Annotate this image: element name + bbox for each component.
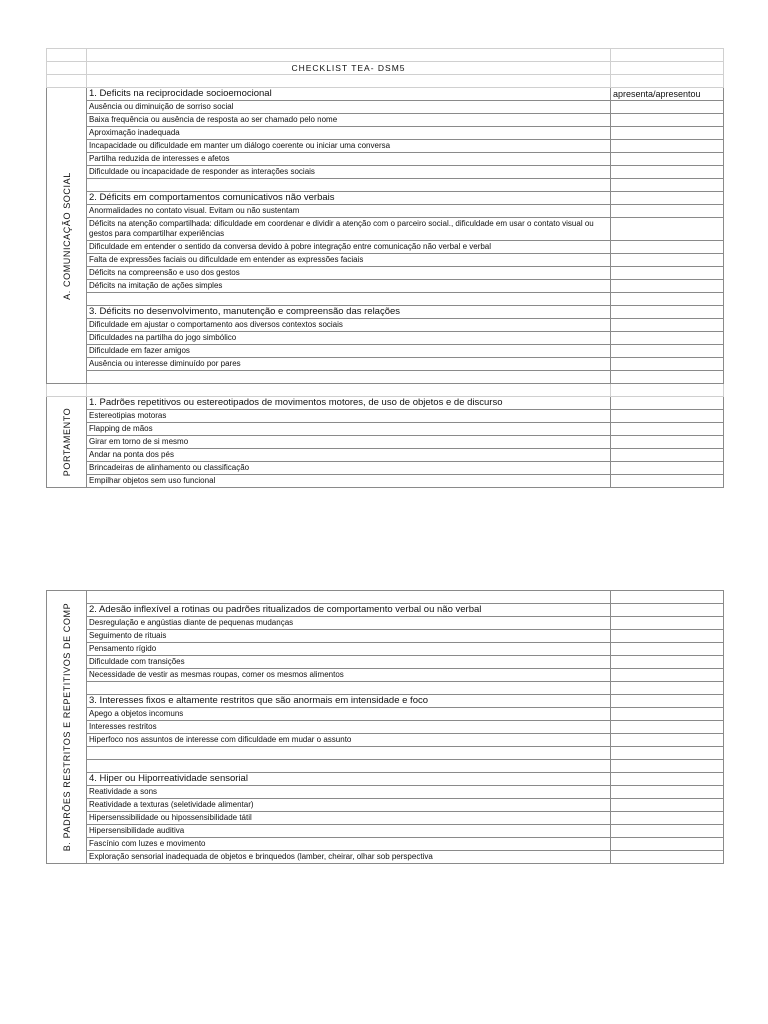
answer-cell[interactable] xyxy=(611,643,724,656)
answer-cell[interactable] xyxy=(611,721,724,734)
checklist-item: Hipersensibilidade auditiva xyxy=(87,825,611,838)
section-heading: 2. Adesão inflexível a rotinas ou padrões ritualizados de comportamento verbal ou não verbal xyxy=(87,604,611,617)
answer-cell[interactable] xyxy=(611,218,724,241)
answer-cell[interactable] xyxy=(611,345,724,358)
answer-cell[interactable] xyxy=(611,140,724,153)
section-heading: 1. Deficits na reciprocidade socioemocional xyxy=(87,88,611,101)
answer-cell[interactable] xyxy=(611,656,724,669)
answer-cell[interactable] xyxy=(611,101,724,114)
vertical-label: A. COMUNICAÇÃO SOCIAL xyxy=(61,171,72,300)
answer-cell[interactable] xyxy=(611,708,724,721)
checklist-item: Baixa frequência ou ausência de resposta ao ser chamado pelo nome xyxy=(87,114,611,127)
answer-cell[interactable] xyxy=(611,241,724,254)
checklist-item: Déficits na compreensão e uso dos gestos xyxy=(87,267,611,280)
checklist-item: Interesses restritos xyxy=(87,721,611,734)
checklist-item: Dificuldade com transições xyxy=(87,656,611,669)
answer-cell[interactable] xyxy=(611,267,724,280)
page-title: CHECKLIST TEA- DSM5 xyxy=(87,62,611,75)
checklist-item: Dificuldade em fazer amigos xyxy=(87,345,611,358)
vertical-label: B. PADRÕES RESTRITOS E REPETITIVOS DE COMP xyxy=(61,602,72,852)
checklist-item: Exploração sensorial inadequada de objetos e brinquedos (lamber, cheirar, olhar sob perspectiva xyxy=(87,851,611,864)
checklist-item: Hipersenssibilidade ou hipossensibilidade tátil xyxy=(87,812,611,825)
checklist-item: Falta de expressões faciais ou dificuldade em entender as expressões faciais xyxy=(87,254,611,267)
answer-cell[interactable] xyxy=(611,838,724,851)
section-label-behavior xyxy=(47,397,87,488)
checklist-item: Estereotipias motoras xyxy=(87,410,611,423)
checklist-item: Ausência ou interesse diminuído por pares xyxy=(87,358,611,371)
answer-cell[interactable] xyxy=(611,617,724,630)
checklist-item: Desregulação e angústias diante de pequenas mudanças xyxy=(87,617,611,630)
checklist-item: Fascínio com luzes e movimento xyxy=(87,838,611,851)
column-header: apresenta/apresentou xyxy=(611,88,724,101)
answer-cell[interactable] xyxy=(611,423,724,436)
answer-cell[interactable] xyxy=(611,127,724,140)
checklist-item: Anormalidades no contato visual. Evitam ou não sustentam xyxy=(87,205,611,218)
answer-cell[interactable] xyxy=(611,332,724,345)
answer-cell[interactable] xyxy=(611,436,724,449)
checklist-item: Pensamento rígido xyxy=(87,643,611,656)
answer-cell[interactable] xyxy=(611,630,724,643)
checklist-item: Hiperfoco nos assuntos de interesse com dificuldade em mudar o assunto xyxy=(87,734,611,747)
vertical-label: PORTAMENTO xyxy=(61,407,72,477)
checklist-item: Apego a objetos incomuns xyxy=(87,708,611,721)
section-label-communication xyxy=(47,88,87,384)
answer-cell[interactable] xyxy=(611,799,724,812)
checklist-item: Necessidade de vestir as mesmas roupas, comer os mesmos alimentos xyxy=(87,669,611,682)
checklist-item: Reatividade a sons xyxy=(87,786,611,799)
answer-cell[interactable] xyxy=(611,669,724,682)
checklist-item: Girar em torno de si mesmo xyxy=(87,436,611,449)
checklist-item: Seguimento de rituais xyxy=(87,630,611,643)
section-heading: 4. Hiper ou Hiporreatividade sensorial xyxy=(87,773,611,786)
answer-cell[interactable] xyxy=(611,462,724,475)
answer-cell[interactable] xyxy=(611,358,724,371)
checklist-item: Dificuldade em ajustar o comportamento aos diversos contextos sociais xyxy=(87,319,611,332)
answer-cell[interactable] xyxy=(611,205,724,218)
checklist-item: Andar na ponta dos pés xyxy=(87,449,611,462)
checklist-item: Aproximação inadequada xyxy=(87,127,611,140)
checklist-item: Empilhar objetos sem uso funcional xyxy=(87,475,611,488)
answer-cell[interactable] xyxy=(611,254,724,267)
checklist-item: Flapping de mãos xyxy=(87,423,611,436)
answer-cell[interactable] xyxy=(611,825,724,838)
answer-cell[interactable] xyxy=(611,410,724,423)
section-heading: 3. Déficits no desenvolvimento, manutenção e compreensão das relações xyxy=(87,306,611,319)
checklist-item: Déficits na imitação de ações simples xyxy=(87,280,611,293)
section-heading: 2. Déficits em comportamentos comunicativos não verbais xyxy=(87,192,611,205)
checklist-item: Ausência ou diminuição de sorriso social xyxy=(87,101,611,114)
checklist-item: Dificuldade em entender o sentido da conversa devido à pobre integração entre comunicação não verbal e verbal xyxy=(87,241,611,254)
checklist-table-page-1 xyxy=(46,48,724,488)
answer-cell[interactable] xyxy=(611,166,724,179)
checklist-item: Reatividade a texturas (seletividade alimentar) xyxy=(87,799,611,812)
checklist-item: Déficits na atenção compartilhada: dificuldade em coordenar e dividir a atenção com o parceiro social., dificuldade em usar o contato visual ou gestos para compartilhar experiências xyxy=(87,218,611,241)
checklist-item: Incapacidade ou dificuldade em manter um diálogo coerente ou iniciar uma conversa xyxy=(87,140,611,153)
section-label-restricted-patterns xyxy=(47,591,87,864)
checklist-item: Brincadeiras de alinhamento ou classificação xyxy=(87,462,611,475)
answer-cell[interactable] xyxy=(611,153,724,166)
section-heading: 1. Padrões repetitivos ou estereotipados de movimentos motores, de uso de objetos e de discurso xyxy=(87,397,611,410)
checklist-item: Partilha reduzida de interesses e afetos xyxy=(87,153,611,166)
checklist-item: Dificuldades na partilha do jogo simbólico xyxy=(87,332,611,345)
checklist-table-page-2 xyxy=(46,590,724,864)
answer-cell[interactable] xyxy=(611,280,724,293)
answer-cell[interactable] xyxy=(611,812,724,825)
answer-cell[interactable] xyxy=(611,114,724,127)
answer-cell[interactable] xyxy=(611,734,724,747)
answer-cell[interactable] xyxy=(611,319,724,332)
answer-cell[interactable] xyxy=(611,786,724,799)
answer-cell[interactable] xyxy=(611,475,724,488)
checklist-item: Dificuldade ou incapacidade de responder as interações sociais xyxy=(87,166,611,179)
answer-cell[interactable] xyxy=(611,449,724,462)
section-heading: 3. Interesses fixos e altamente restritos que são anormais em intensidade e foco xyxy=(87,695,611,708)
answer-cell[interactable] xyxy=(611,851,724,864)
